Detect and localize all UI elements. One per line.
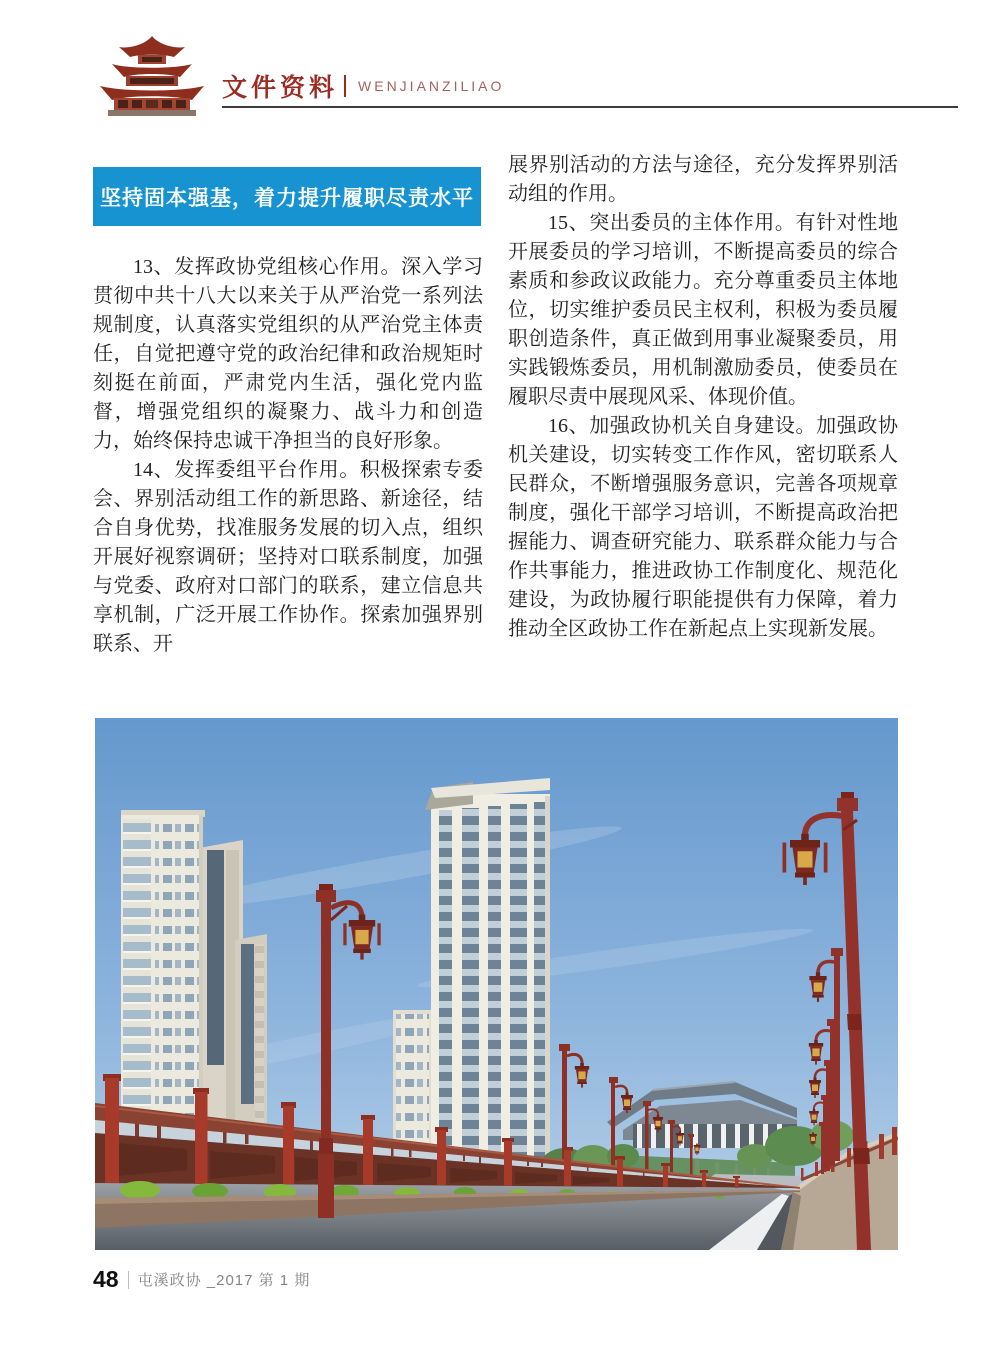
- section-banner: [93, 167, 481, 226]
- footer-divider: [128, 1271, 129, 1289]
- paragraph-15: 15、突出委员的主体作用。有针对性地开展委员的学习培训，不断提高委员的综合素质和参政议政能力。充分尊重委员主体地位，切实维护委员民主权利，积极为委员履职创造条件，真正做到用事业凝聚委员，用实践锻炼委员，用机制激励委员，使委员在履职尽责中展现风采、体现价值。: [508, 212, 898, 408]
- article-column-left: [93, 253, 483, 659]
- article-column-right: [508, 151, 898, 644]
- journal-issue: 屯溪政协 _2017 第 1 期: [137, 1272, 311, 1289]
- page-title-pinyin: WENJIANZILIAO: [358, 78, 505, 94]
- page-title: 文件资料: [222, 75, 339, 102]
- city-bridge-photo: [95, 718, 898, 1250]
- paragraph-13: 13、发挥政协党组核心作用。深入学习贯彻中共十八大以来关于从严治党一系列法规制度，认真落实党组织的从严治党主体责任，自觉把遵守党的政治纪律和政治规矩时刻挺在前面，严肃党内生活，强化党内监督，增强党组织的凝聚力、战斗力和创造力，始终保持忠诚干净担当的良好形象。: [93, 256, 483, 452]
- page-footer: [93, 1266, 310, 1293]
- title-divider: [344, 75, 346, 97]
- paragraph-16: 16、加强政协机关自身建设。加强政协机关建设，切实转变工作作风，密切联系人民群众，不断增强服务意识，完善各项规章制度，强化干部学习培训，不断提高政治把握能力、调查研究能力、联系群众能力与合作共事能力，推进政协工作制度化、规范化建设，为政协履行职能提供有力保障，着力推动全区政协工作在新起点上实现新发展。: [508, 415, 898, 640]
- paragraph-14-continued: 展界别活动的方法与途径，充分发挥界别活动组的作用。: [508, 154, 898, 205]
- header-rule: [222, 106, 958, 108]
- section-banner-label: 坚持固本强基，着力提升履职尽责水平: [100, 186, 474, 210]
- chinese-pavilion-icon: [88, 34, 216, 118]
- page-number: 48: [93, 1266, 119, 1292]
- paragraph-14: 14、发挥委组平台作用。积极探索专委会、界别活动组工作的新思路、新途径，结合自身优势，找准服务发展的切入点，组织开展好视察调研；坚持对口联系制度，加强与党委、政府对口部门的联系，建立信息共享机制，广泛开展工作协作。探索加强界别联系、开: [93, 459, 483, 655]
